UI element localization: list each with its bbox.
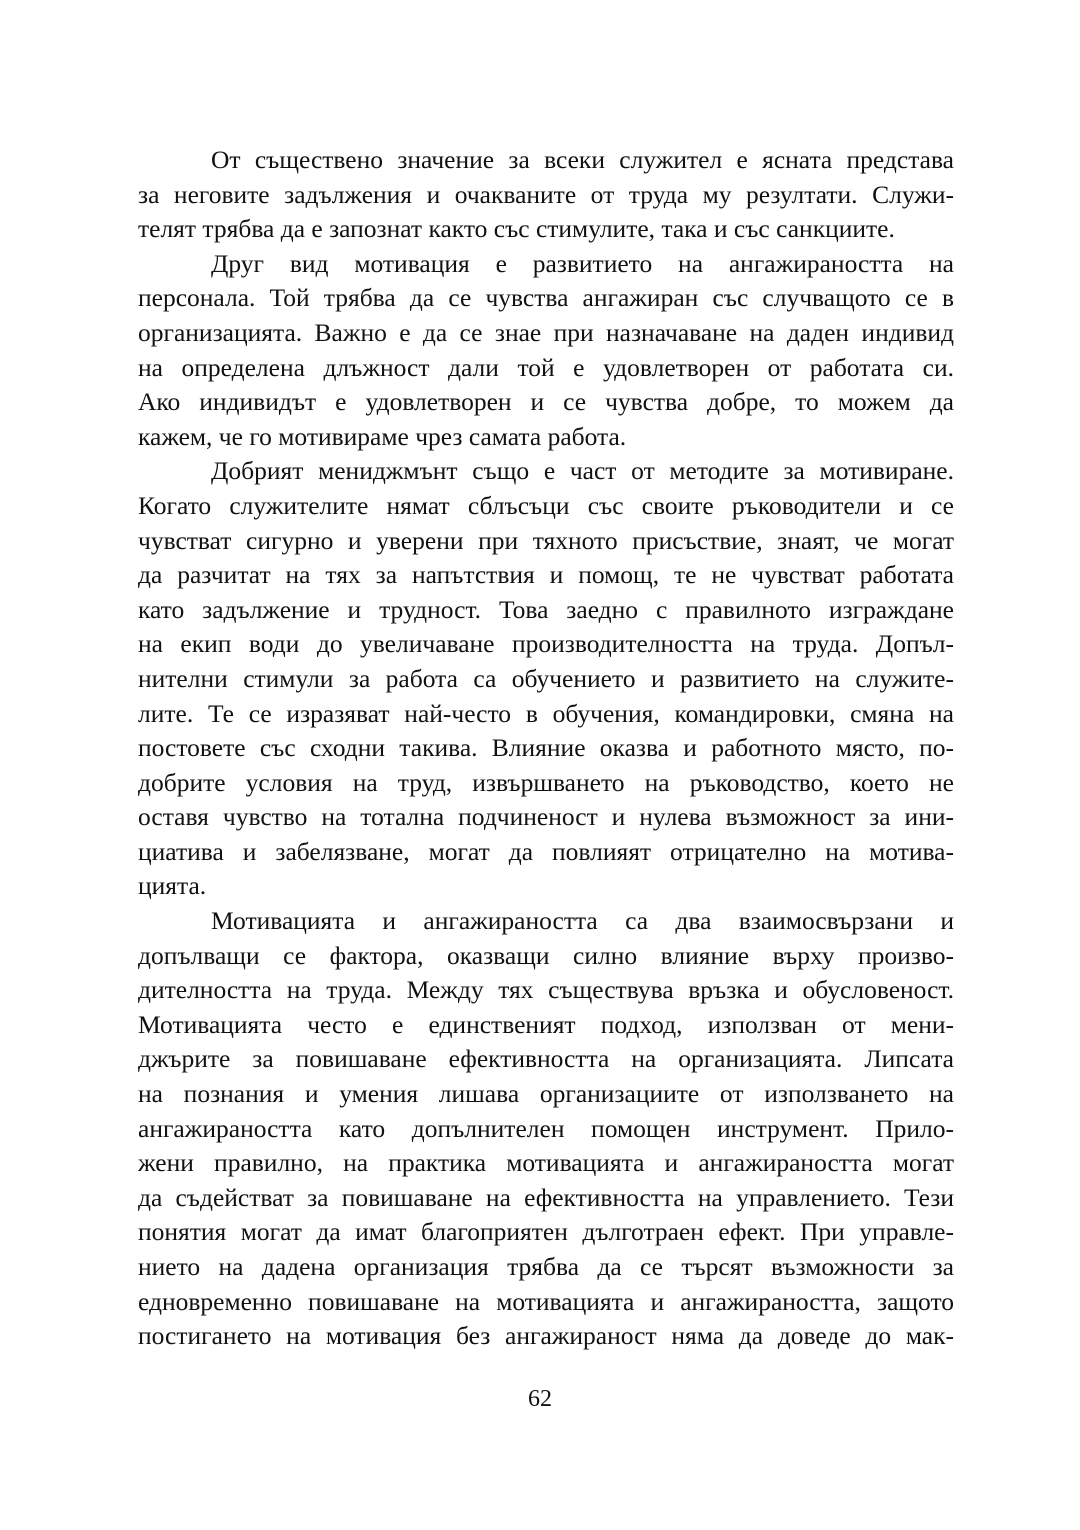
text-line: постигането на мотивация без ангажираност няма да доведе до мак- (138, 1321, 954, 1351)
text-line: едновременно повишаване на мотивацията и ангажираността, защото (138, 1286, 954, 1316)
text-line: Мотивацията често е единственият подход, използван от мени- (138, 1009, 954, 1039)
text-line: организацията. Важно е да се знае при назначаване на даден индивид (138, 317, 954, 347)
text-line: за неговите задължения и очакваните от труда му резултати. Служи- (138, 179, 954, 209)
page-number: 62 (528, 1386, 552, 1412)
text-line: допълващи се фактора, оказващи силно влияние върху произво- (138, 940, 954, 970)
text-line: От съществено значение за всеки служител е ясната представа (211, 145, 954, 174)
text-line: понятия могат да имат благоприятен дълготраен ефект. При управле- (138, 1217, 954, 1247)
text-line: постовете със сходни такива. Влияние оказва и работното място, по- (138, 733, 954, 763)
paragraph (138, 143, 954, 247)
text-line: нието на дадена организация трябва да се търсят възможности за (138, 1252, 954, 1281)
text-line: цията. (138, 871, 207, 901)
text-line: на познания и умения лишава организациите от използването на (138, 1079, 954, 1109)
text-line: нителни стимули за работа са обучението и развитието на служите- (138, 663, 954, 693)
text-line: жени правилно, на практика мотивацията и ангажираността могат (138, 1148, 954, 1178)
text-line: като задължение и трудност. Това заедно с правилното изграждане (138, 594, 954, 624)
text-line: Друг вид мотивация е развитието на ангажираността на (211, 248, 954, 278)
body-text (138, 143, 954, 1354)
text-line: телят трябва да е запознат както със стимулите, така и със санкциите. (138, 214, 895, 244)
text-line: чувстват сигурно и уверени при тяхното присъствие, знаят, че могат (138, 525, 954, 555)
text-line: джърите за повишаване ефективността на организацията. Липсата (138, 1044, 954, 1074)
text-line: персонала. Той трябва да се чувства ангажиран със случващото се в (138, 283, 954, 313)
text-line: лите. Те се изразяват най-често в обучения, командировки, смяна на (138, 698, 954, 728)
text-line: да разчитат на тях за напътствия и помощ, те не чувстват работата (138, 560, 954, 590)
text-line: циатива и забелязване, могат да повлияят отрицателно на мотива- (138, 836, 954, 866)
text-line: дителността на труда. Между тях съществува връзка и обусловеност. (138, 975, 954, 1005)
paragraph (138, 454, 954, 904)
text-line: ангажираността като допълнителен помощен инструмент. Прило- (138, 1113, 954, 1143)
text-line: Ако индивидът е удовлетворен и се чувства добре, то можем да (138, 387, 954, 417)
text-line: Когато служителите нямат сблъсъци със своите ръководители и се (138, 490, 954, 520)
text-line: да съдействат за повишаване на ефективността на управлението. Тези (138, 1182, 954, 1212)
text-line: Мотивацията и ангажираността са два взаимосвързани и (211, 906, 954, 936)
text-line: на определена длъжност дали той е удовлетворен от работата си. (138, 352, 954, 382)
text-line: оставя чувство на тотална подчиненост и нулева възможност за ини- (138, 802, 954, 832)
text-line: добрите условия на труд, извършването на ръководство, което не (138, 767, 954, 797)
text-line: Добрият мениджмънт също е част от методите за мотивиране. (211, 456, 954, 486)
text-line: кажем, че го мотивираме чрез самата работа. (138, 421, 627, 451)
paragraph (138, 247, 954, 455)
text-line: на екип води до увеличаване производителността на труда. Допъл- (138, 629, 954, 659)
paragraph (138, 904, 954, 1354)
